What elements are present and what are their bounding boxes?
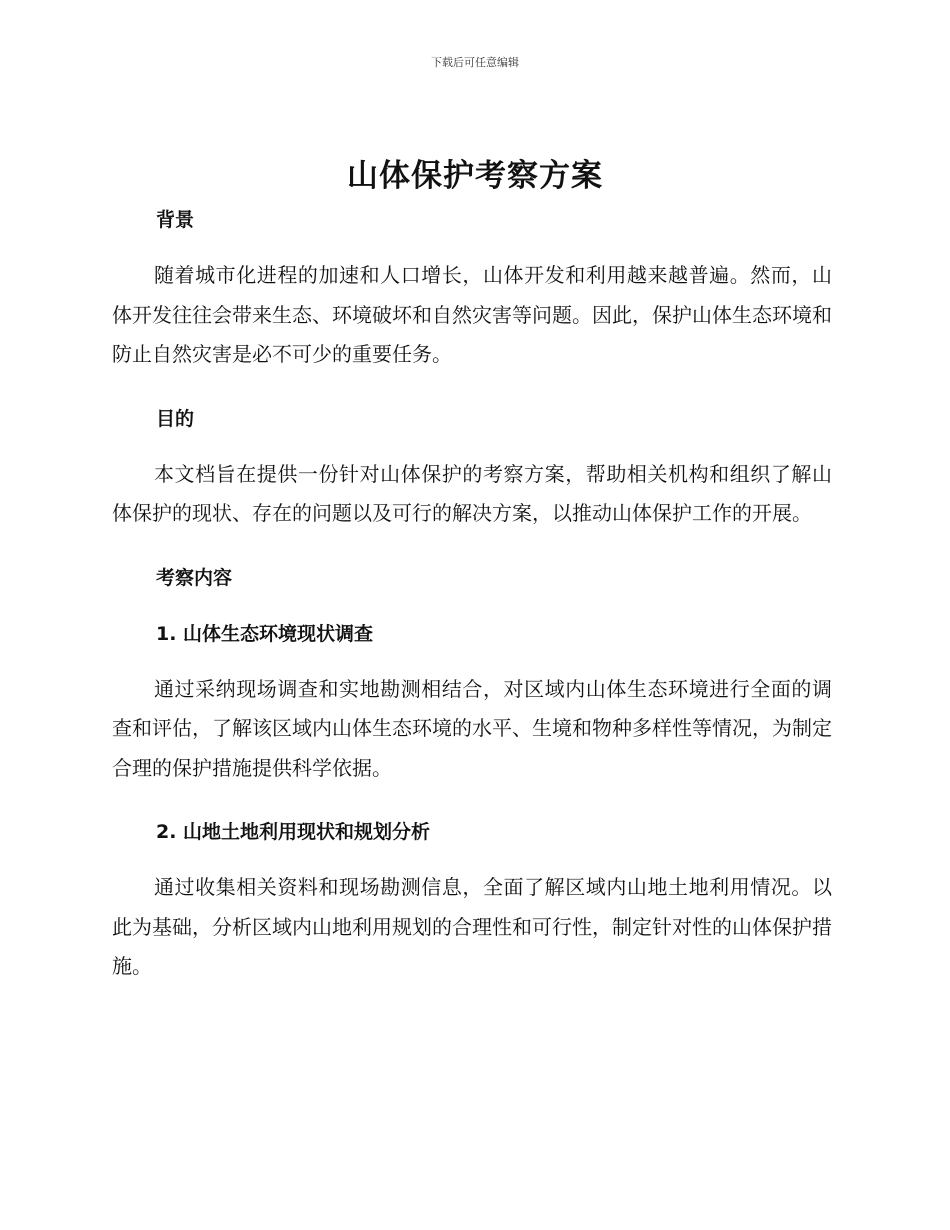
header-note: 下载后可任意编辑 bbox=[431, 56, 519, 69]
section-purpose bbox=[112, 395, 832, 534]
section-heading: 2. 山地土地利用现状和规划分析 bbox=[156, 821, 431, 843]
document-body bbox=[112, 196, 832, 1007]
section-paragraph: 随着城市化进程的加速和人口增长，山体开发和利用越来越普遍。然而，山体开发往往会带来生态、环境破坏和自然灾害等问题。因此，保护山体生态环境和防止自然灾害是必不可少的重要任务。 bbox=[112, 263, 832, 366]
section-heading: 背景 bbox=[156, 209, 195, 231]
section-background bbox=[112, 196, 832, 375]
section-paragraph: 通过收集相关资料和现场勘测信息，全面了解区域内山地土地利用情况。以此为基础，分析区域内山地利用规划的合理性和可行性，制定针对性的山体保护措施。 bbox=[112, 875, 832, 978]
section-ecology-survey bbox=[112, 610, 832, 789]
section-heading: 1. 山体生态环境现状调查 bbox=[156, 622, 374, 645]
document-title: 山体保护考察方案 bbox=[347, 158, 603, 194]
section-heading: 目的 bbox=[156, 407, 195, 430]
section-paragraph: 本文档旨在提供一份针对山体保护的考察方案，帮助相关机构和组织了解山体保护的现状、存在的问题以及可行的解决方案，以推动山体保护工作的开展。 bbox=[112, 461, 832, 525]
section-paragraph: 通过采纳现场调查和实地勘测相结合，对区域内山体生态环境进行全面的调查和评估，了解该区域内山体生态环境的水平、生境和物种多样性等情况，为制定合理的保护措施提供科学依据。 bbox=[112, 676, 832, 780]
section-heading: 考察内容 bbox=[156, 566, 233, 589]
section-land-use-analysis bbox=[112, 808, 832, 987]
section-content bbox=[112, 554, 832, 610]
spacer bbox=[112, 602, 832, 610]
